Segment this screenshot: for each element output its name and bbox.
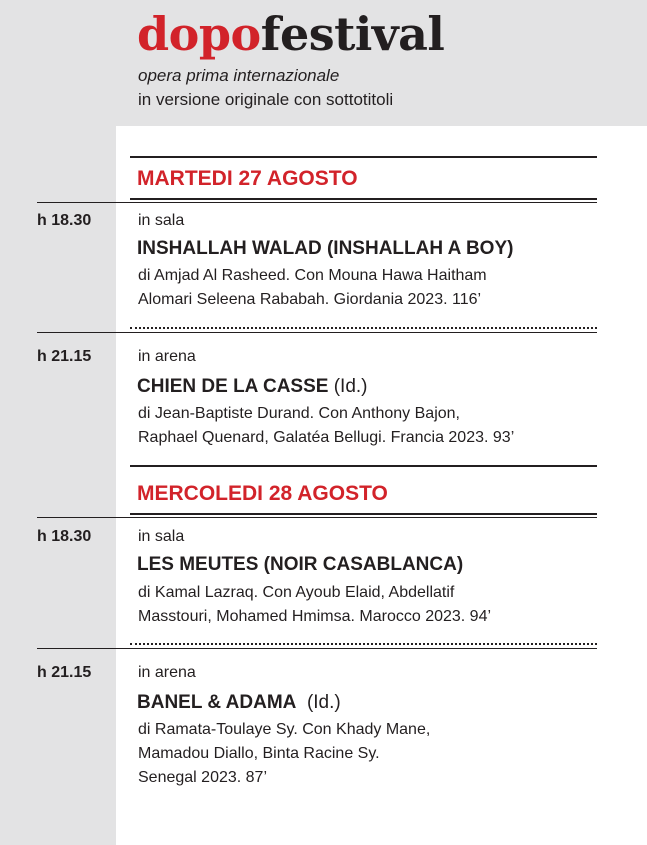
film-title-text: LES MEUTES (NOIR CASABLANCA) [137,554,464,575]
film-description [138,264,487,312]
film-title-text: BANEL & ADAMA [137,692,297,713]
festival-logo [137,6,444,62]
description-line: di Amjad Al Rasheed. Con Mouna Hawa Haitham [138,267,487,284]
day-top-rule [130,465,597,467]
film-title-note: (Id.) [333,376,368,397]
logo-part-festival: festival [260,7,445,61]
film-title-text: INSHALLAH WALAD (INSHALLAH A BOY) [137,238,514,259]
film-title-text: CHIEN DE LA CASSE [137,376,329,397]
film-title [137,691,341,715]
screening-venue: in arena [138,348,196,365]
screening-venue: in arena [138,664,196,681]
description-line: di Kamal Lazraq. Con Ayoub Elaid, Abdellatif [138,584,455,601]
subtitle-versione-originale: in versione originale con sottotitoli [138,90,394,109]
screening-venue: in sala [138,212,185,229]
dotted-divider [130,643,597,645]
description-line: di Ramata-Toulaye Sy. Con Khady Mane, [138,721,431,738]
day-heading: MARTEDI 27 AGOSTO [137,167,358,190]
film-title [137,553,463,577]
screening-time: h 21.15 [37,348,92,365]
description-line: Raphael Quenard, Galatéa Bellugi. Francia 2023. 93’ [138,429,515,446]
film-title [137,237,513,261]
film-title-note: (Id.) [306,692,341,713]
description-line: Senegal 2023. 87’ [138,769,267,786]
subtitle-opera-prima: opera prima internazionale [138,66,340,85]
screening-time: h 18.30 [37,212,92,229]
screening-divider [37,202,597,203]
film-description [138,718,430,790]
film-description [138,402,514,450]
screening-time: h 18.30 [37,528,92,545]
dotted-divider [130,327,597,329]
logo-part-dopo: dopo [137,7,261,61]
screening-divider [37,648,597,649]
description-line: di Jean-Baptiste Durand. Con Anthony Bajon, [138,405,460,422]
screening-divider [37,517,597,518]
day-bottom-rule [130,198,597,200]
screening-divider [37,332,597,333]
description-line: Alomari Seleena Rababah. Giordania 2023. 116’ [138,291,482,308]
screening-time: h 21.15 [37,664,92,681]
day-heading: MERCOLEDI 28 AGOSTO [137,482,388,505]
film-title [137,375,368,399]
description-line: Masstouri, Mohamed Hmimsa. Marocco 2023. 94’ [138,608,492,625]
left-time-column [0,126,116,845]
description-line: Mamadou Diallo, Binta Racine Sy. [138,745,380,762]
film-description [138,581,491,629]
screening-venue: in sala [138,528,185,545]
day-top-rule [130,156,597,158]
day-bottom-rule [130,513,597,515]
